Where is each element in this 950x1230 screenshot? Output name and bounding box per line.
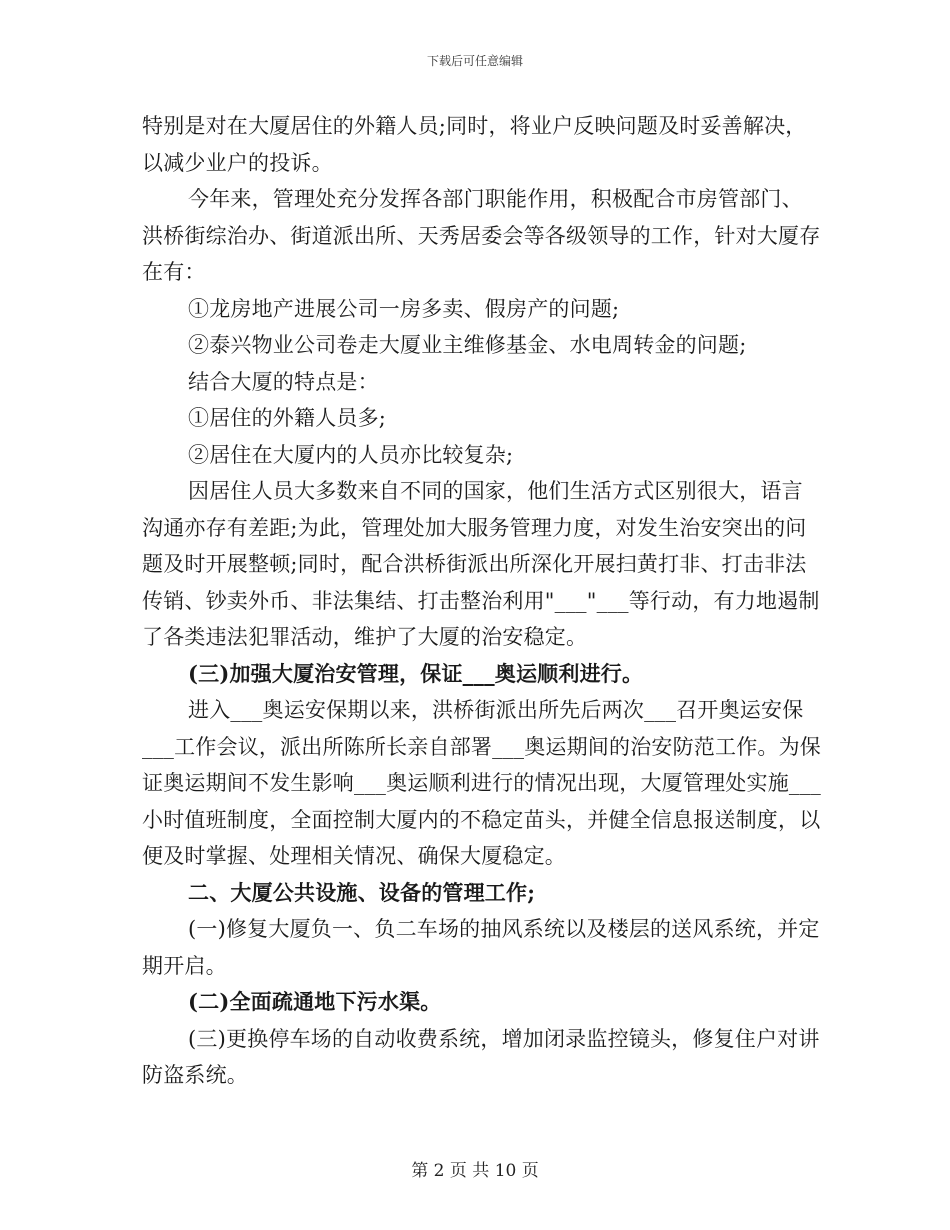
paragraph: ②居住在大厦内的人员亦比较复杂; <box>188 442 514 467</box>
paragraph: 结合大厦的特点是： <box>188 369 379 394</box>
page-number: 第 2 页 共 10 页 <box>411 1161 539 1181</box>
paragraph: 进入___奥运安保期以来，洪桥街派出所先后两次___召开奥运安保___工作会议，派出所陈所长亲自部署___奥运期间的治安防范工作。为保证奥运期间不发生影响___奥运顺利进行的情况出现，大厦管理处实施___小时值班制度，全面控制大厦内的不稳定苗头，并健全信息报送制度，以便及时掌握、处理相关情况、确保大厦稳定。 <box>142 698 821 868</box>
section-heading: (二)全面疏通地下污水渠。 <box>188 989 442 1014</box>
paragraph: ②泰兴物业公司卷走大厦业主维修基金、水电周转金的问题; <box>188 333 747 357</box>
document-body <box>142 108 822 1094</box>
page-header-note: 下载后可任意编辑 <box>426 54 523 68</box>
paragraph: 特别是对在大厦居住的外籍人员;同时，将业户反映问题及时妥善解决，以减少业户的投诉。 <box>142 114 807 175</box>
paragraph: ①居住的外籍人员多; <box>188 406 387 430</box>
paragraph: (三)更换停车场的自动收费系统，增加闭录监控镜头，修复住户对讲防盗系统。 <box>142 1026 820 1087</box>
paragraph: (一)修复大厦负一、负二车场的抽风系统以及楼层的送风系统，并定期开启。 <box>142 917 820 978</box>
section-heading: 二、大厦公共设施、设备的管理工作; <box>188 879 536 905</box>
paragraph: 今年来，管理处充分发挥各部门职能作用，积极配合市房管部门、洪桥街综治办、街道派出所、天秀居委会等各级领导的工作，针对大厦存在有： <box>142 187 821 284</box>
paragraph: 因居住人员大多数来自不同的国家，他们生活方式区别很大，语言沟通亦存有差距;为此，管理处加大服务管理力度，对发生治安突出的问题及时开展整顿;同时，配合洪桥街派出所深化开展扫黄打非、打击非法传销、钞卖外币、非法集结、打击整治利用"___"___等行动，有力地遏制了各类违法犯罪活动，维护了大厦的治安稳定。 <box>142 479 820 649</box>
section-heading: (三)加强大厦治安管理，保证___奥运顺利进行。 <box>188 660 644 686</box>
paragraph: ①龙房地产进展公司一房多卖、假房产的问题; <box>188 296 620 321</box>
